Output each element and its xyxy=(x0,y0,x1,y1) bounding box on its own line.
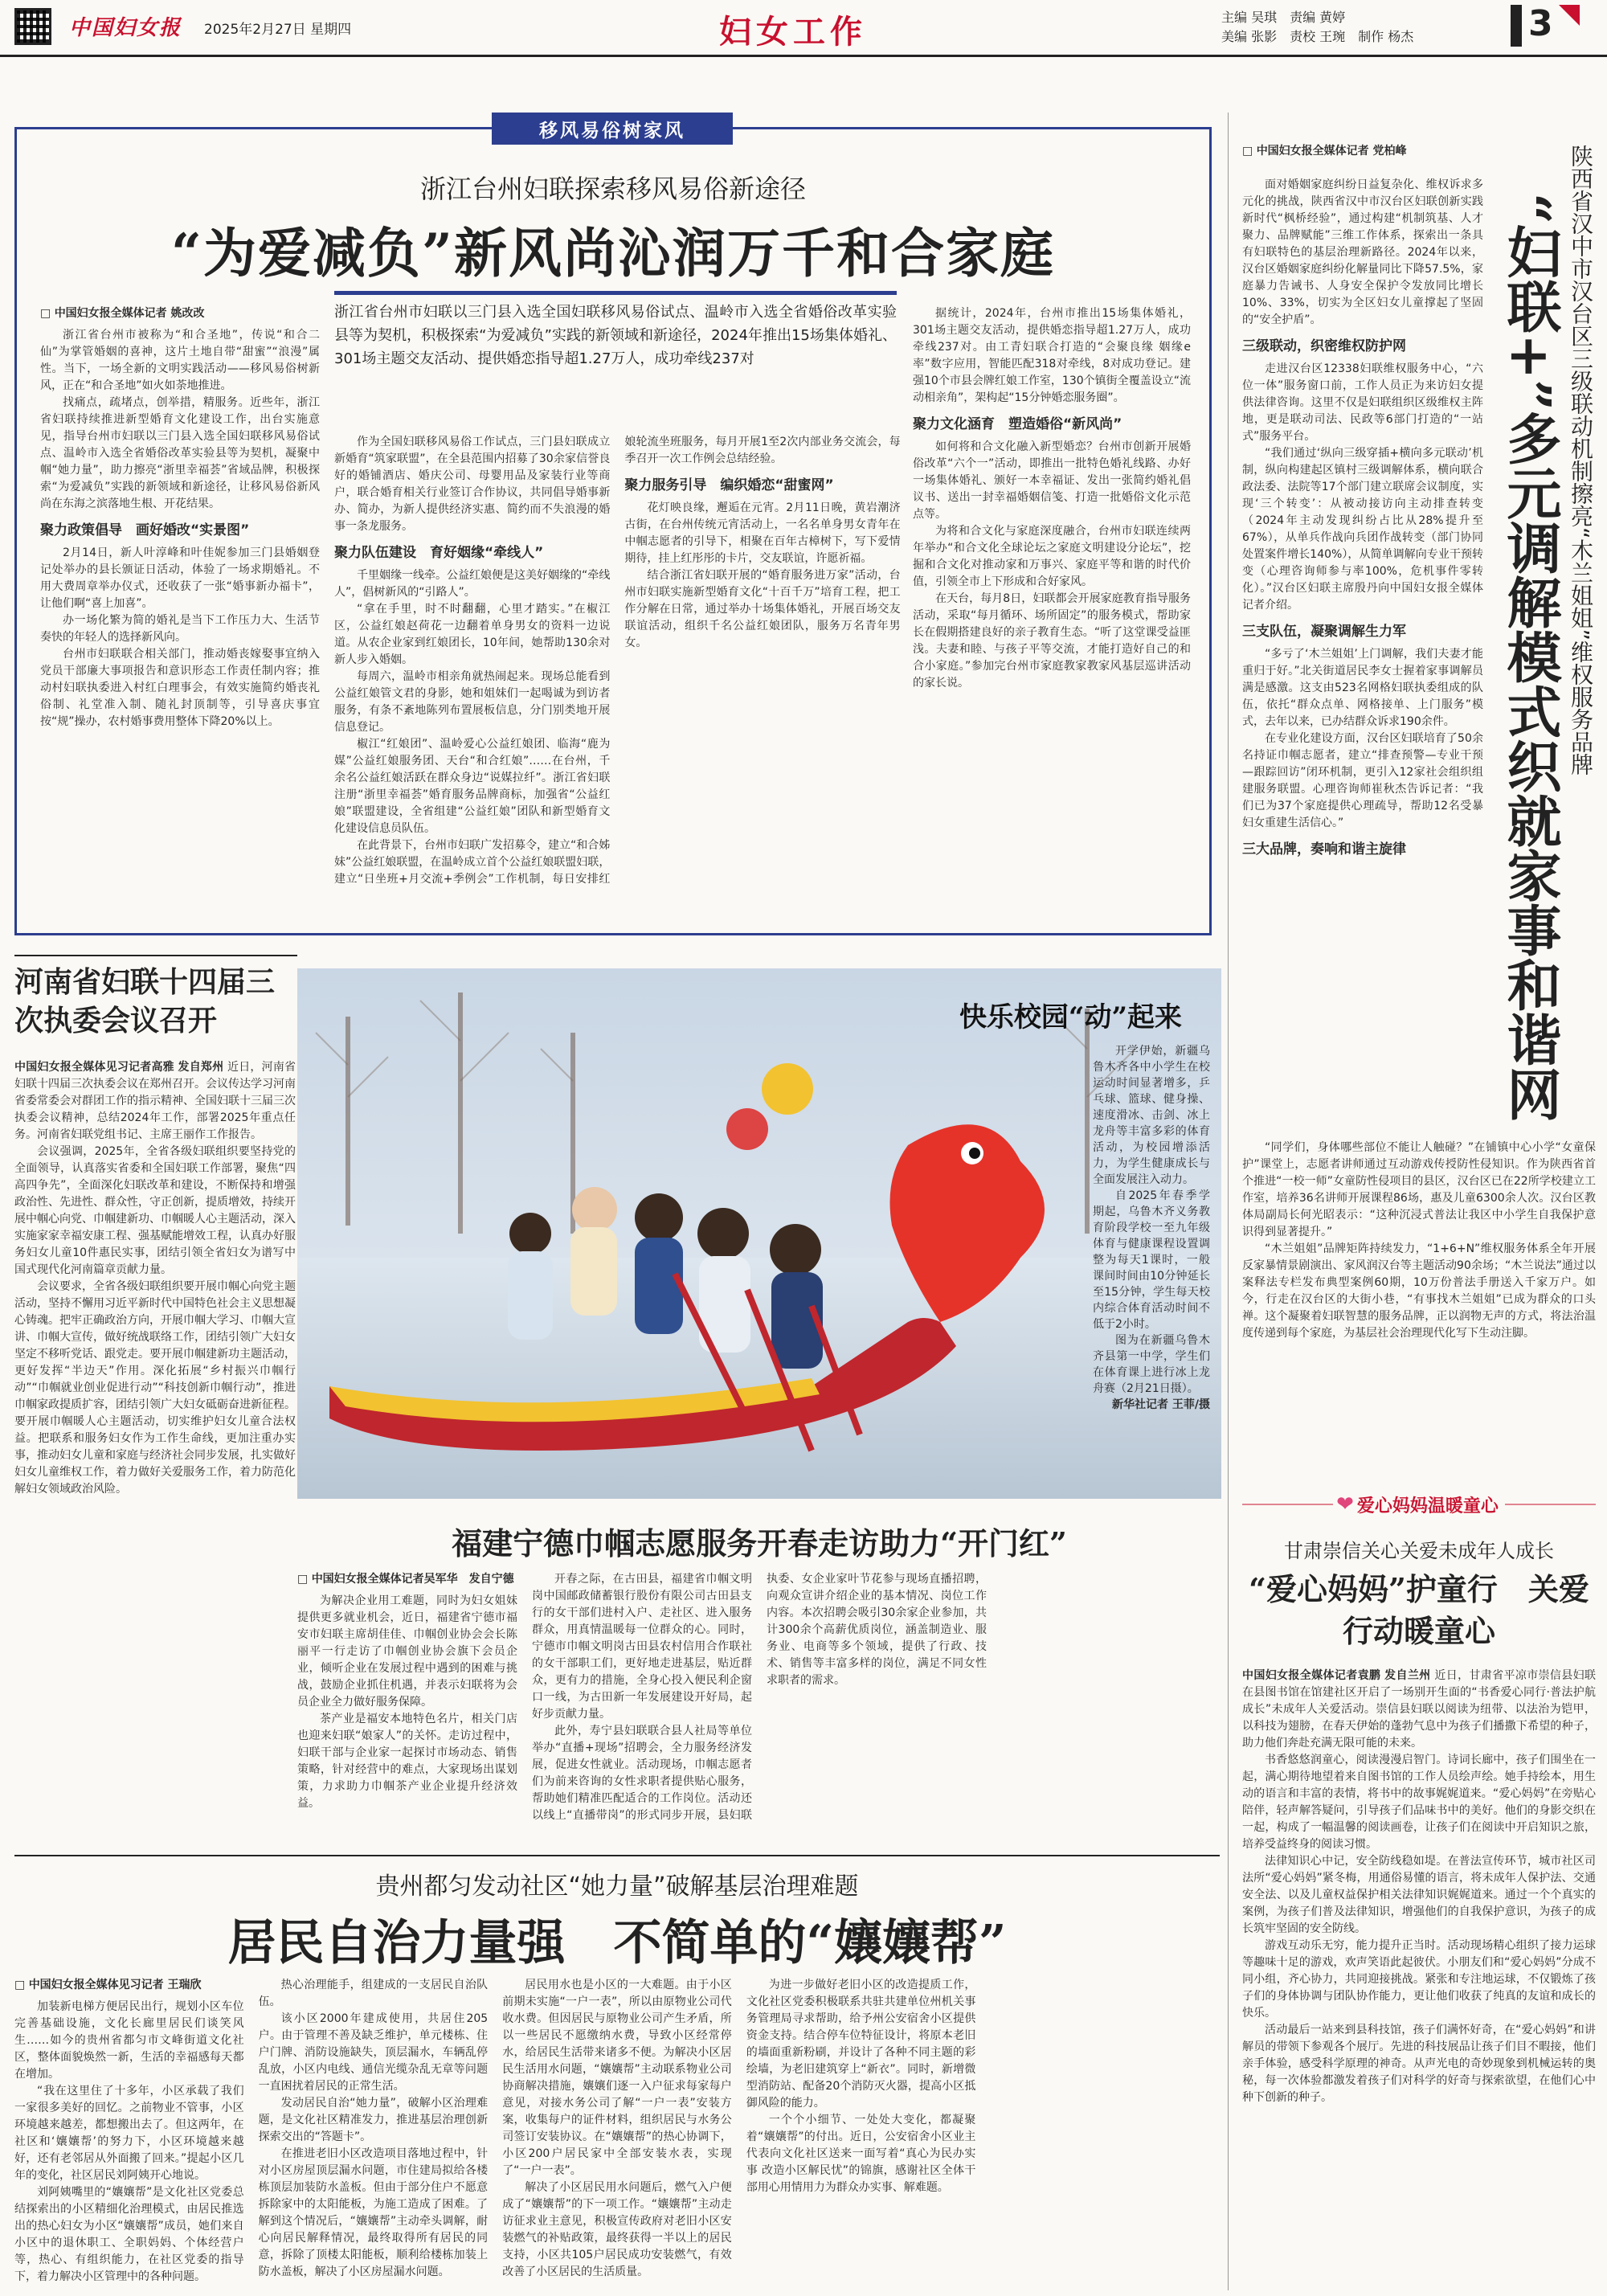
editor-line-2: 美编 张影 责校 王琬 制作 杨杰 xyxy=(1221,29,1414,44)
story6-byline-line xyxy=(1242,1668,1596,1752)
story1-p14: 据统计，2024年，台州市推出15场集体婚礼，301场主题交友活动，提供婚恋指导超1.27万人，成功牵线237对。由工青妇联合打造的“会聚良缘 姻缘e率”数字应用，智能匹配318对牵线，8对成功登记。建强10个市县会牌红娘工作室，130个镇街全覆盖设立“流动相亲角”，架构起“15分钟婚恋服务圈”。 xyxy=(913,307,1191,404)
story4-p1: 为解决企业用工难题，同时为妇女姐妹提供更多就业机会，近日，福建省宁德市福安市妇联主席胡佳佳、巾帼创业协会会长陈丽平一行走访了巾帼创业协会旗下会员企业，倾听企业在发展过程中遇到的困难与挑战，鼓励企业抓住机遇，并表示妇联将为会员企业全力做好服务保障。 xyxy=(297,1594,517,1709)
story5-p9: 解决了小区居民用水问题后，燃气入户便成了“孃孃帮”的下一项工作。“孃孃帮”主动走访征求业主意见，积极宣传政府对老旧小区安装燃气的补贴政策，最终获得一半以上的居民支持，小区共105户居民成功安装燃气，有效改善了小区居民的生活质量。 xyxy=(502,2181,732,2278)
page-number: 3 xyxy=(1528,3,1553,44)
story4-headline: 福建宁德巾帼志愿服务开春走访助力“开门红” xyxy=(452,1525,1067,1561)
story4-p3: 开春之际，在古田县，福建省巾帼文明岗中国邮政储蓄银行股份有限公司古田县支行的女干部们进村入户、走社区、进入服务群众，用真情温暖每一位群众的心。同时，宁德市巾帼文明岗古田县农村信用合作联社的女干部职工们，更好地走进基层，贴近群众，更有力的措施，全身心投入便民利企窗口一线，为古田新一年发展建设开好局，起好步贡献力量。 xyxy=(532,1573,752,1721)
story3-dateline: 发自郑州 xyxy=(178,1061,224,1074)
story1-p9: 每周六，温岭市相亲角就热闹起来。现场总能看到公益红娘管文君的身影，她和姐妹们一起喝诚为到访者服务，有条不紊地陈列布置展板信息，分门别类地开展信息登记。 xyxy=(334,670,611,734)
story3-top-rule xyxy=(14,955,297,956)
story1-sub4: 聚力文化涵育 塑造婚俗“新风尚” xyxy=(913,416,1122,432)
photo-headline: 快乐校园“动”起来 xyxy=(959,1001,1183,1033)
story-tag-label: 移风易俗树家风 xyxy=(539,120,685,141)
story5-kicker: 贵州都匀发动社区“她力量”破解基层治理难题 xyxy=(375,1872,859,1901)
story2-title-main: “妇联+”多元调解模式织就家事和谐网 xyxy=(1498,193,1562,1122)
photo-caption xyxy=(1093,1043,1210,1493)
photo-p3: 图为在新疆乌鲁木齐县第一中学，学生们在体育课上进行冰上龙舟赛（2月21日摄）。 xyxy=(1093,1334,1210,1395)
story1-kicker: 浙江台州妇联探索移风易俗新途径 xyxy=(419,174,806,204)
story2-p2: 走进汉台区12338妇联维权服务中心，“六位一体”服务窗口前，工作人员正为来访妇女提供法律咨询。这里不仅是妇联组织区级维权主阵地，更是联动司法、民政等6部门打造的“一站式”服务平台。 xyxy=(1242,362,1483,443)
story1-col-a xyxy=(40,305,320,932)
story1-p16: 为将和合文化与家庭深度融合，台州市妇联连续两年举办“和合文化全球论坛之家庭文明建设分论坛”，挖掘和合文化对推动家和万事兴、家庭平等和谐的时代价值，引领全市上下形成和合好家风。 xyxy=(913,525,1191,588)
story4-text xyxy=(297,1571,1221,1836)
story1-p2: 找痛点，疏堵点，创举措，精服务。近些年，浙江省妇联持续推进新型婚育文化建设工作，出台实施意见，指导台州市妇联以三门县入选全国妇联移风易俗试点、温岭市入选全省婚俗改革实验县等为契机，凝聚中帼“她力量”，助力擦亮“浙里幸福荟”省域品牌，积极探索“为爱减负”实践的新领域和新途径，让移风易俗新风尚在东海之滨落地生根、开花结果。 xyxy=(40,396,320,510)
story1-sub1: 聚力政策倡导 画好婚改“实景图” xyxy=(40,522,250,538)
story3-p3: 会议要求，全省各级妇联组织要开展巾帼心向党主题活动，坚持不懈用习近平新时代中国特色社会主义思想凝心铸魂。把牢正确政治方向，开展巾帼大学习、巾帼大宣讲、巾帼大宣传，做好统战联络工作，团结引领广大妇女坚定不移听党话、跟党走。要开展巾帼建新功主题活动，更好发挥“半边天”作用。深化拓展“乡村振兴巾帼行动”“巾帼就业创业促进行动”“科技创新巾帼行动”，推进巾帼家政提质扩容，团结引领广大妇女砥砺奋进新征程。要开展巾帼暖人心主题活动，切实维护妇女儿童合法权益。把联系和服务妇女作为工作生命线，更加注重办实事，推动妇女儿童和家庭与经济社会同步发展，扎实做好妇女儿童维权工作，着力做好关爱服务工作，着力防范化解妇女领域政治风险。 xyxy=(14,1280,296,1496)
story6-p1: 近日，甘肃省平凉市崇信县妇联在县图书馆在馆建社区开启了一场别开生面的“书香爱心同行·普法护航成长”未成年人关爱活动。崇信县妇联以阅读为纽带、以法治为铠甲，以科技为翅膀，在春天伊始的蓬勃气息中为孩子们播撒下希望的种子，助力他们奔赴充满无限可能的未来。 xyxy=(1242,1669,1596,1750)
story6-p4: 游戏互动乐无穷，能力提升正当时。活动现场精心组织了接力运球等趣味十足的游戏，欢声笑语此起彼伏。小朋友们和“爱心妈妈”分成不同小组，齐心协力，共同迎接挑战。紧张和专注地运球，不仅锻炼了孩子们的身体协调与团队协作能力，更让他们收获了纯真的友谊和成长的快乐。 xyxy=(1242,1939,1596,2020)
header-rule xyxy=(0,55,1607,57)
photo-dragon-boat-on-ice xyxy=(297,968,1221,1499)
story2-byline-row xyxy=(1242,143,1531,165)
story6-headline: “爱心妈妈”护童行 关爱行动暖童心 xyxy=(1249,1571,1589,1649)
story5-p10: 为进一步做好老旧小区的改造提质工作，文化社区党委积极联系共驻共建单位州机关事务管理局寻求帮助，给予州公安宿舍小区提供资金支持。结合停车位特征设计，将原本老旧的墙面重新粉刷，并设计了各种不同主题的彩绘墙，为老旧建筑穿上“新衣”。同时，新增微型消防站、配备20个消防灭火器，提高小区抵御风险的能力。 xyxy=(746,1979,976,2110)
story6-p3: 法律知识心中记，安全防线稳如堤。在普法宣传环节，城市社区司法所“爱心妈妈”紧冬梅，用通俗易懂的语言，将未成年人保护法、交通安全法、以及儿童权益保护相关法律知识娓娓道来。通过一个个真实的案例，为孩子们普及法律知识，增强他们的自我保护意识，为孩子的成长筑牢坚固的安全防线。 xyxy=(1242,1855,1596,1935)
story1-p5: 台州市妇联联合相关部门，推动婚丧嫁娶事宜纳入党员干部廉大事项报告和意识形态工作责任制内容；推动村妇联执委进入村红白理事会，有效实施简约婚丧礼俗制、礼堂准入制、随礼封顶制等，引导喜庆事宜按“规”操办，农村婚事费用整体下降20%以上。 xyxy=(40,648,320,728)
masthead xyxy=(0,0,1607,55)
story5-p6: 发动居民自治“她力量”，破解小区治理难题，是文化社区精准发力，推进基层治理创新探索交出的“答题卡”。 xyxy=(258,2097,489,2143)
story1-p1: 浙江省台州市被称为“和合圣地”，传说“和合二仙”为掌管婚姻的喜神，这片土地自带“甜蜜”“浪漫”属性。当下，一场全新的文明实践活动——移风易俗树新风，正在“和合圣地”如火如荼地推进。 xyxy=(40,329,320,392)
story2-sub2: 三支队伍，凝聚调解生力军 xyxy=(1242,624,1406,640)
editor-line-1: 主编 吴琪 责编 黄婷 xyxy=(1221,10,1346,25)
story3-byline-line xyxy=(14,1059,296,1144)
story-tag xyxy=(492,113,733,145)
story4-p2: 茶产业是福安本地特色名片，相关门店也迎来妇联“娘家人”的关怀。走访过程中，妇联干部与企业家一起探讨市场动态、销售策略，针对经营中的难点，大家现场出谋划策，力求助力巾帼茶产业企业提升经济效益。 xyxy=(297,1713,517,1810)
story2-sub1: 三级联动，织密维权防护网 xyxy=(1242,338,1406,354)
story5-p7: 在推进老旧小区改造项目落地过程中，针对小区房屋顶层漏水问题，市住建局拟给各楼栋顶层加装防水盖板。但由于部分住户不愿意拆除家中的太阳能板，为施工造成了困难。了解到这个情况后，“孃孃帮”主动牵头调解，耐心向居民解释情况，最终取得所有居民的同意，拆除了顶楼太阳能板，顺利给楼栋加装上防水盖板，解决了小区房屋漏水问题。 xyxy=(258,2147,489,2278)
qr-code-icon xyxy=(14,8,51,45)
story6-kicker: 甘肃崇信关心关爱未成年人成长 xyxy=(1284,1540,1554,1562)
story5-p5: 该小区2000年建成使用，共居住205户。由于管理不善及缺乏维护，单元楼栋、住户门牌、消防设施缺失，顶层漏水，车辆乱停乱放，小区内电线、通信光缆杂乱无章等问题一直困扰着居民的正常生活。 xyxy=(258,2012,489,2093)
photo-p1: 开学伊始，新疆乌鲁木齐各中小学生在校运动时间显著增多，乒乓球、篮球、健身操、速度滑冰、击剑、冰上龙舟等丰富多彩的体育活动，为校园增添活力，为学生健康成长与全面发展注入动力。 xyxy=(1093,1045,1210,1186)
story2-sub3: 三大品牌，奏响和谐主旋律 xyxy=(1242,841,1406,857)
story6-banner-label: 爱心妈妈温暖童心 xyxy=(1357,1492,1505,1517)
story6-text xyxy=(1242,1668,1596,2286)
story5-p11: 一个个小细节、一处处大变化，都凝聚着“孃孃帮”的付出。近日，公安宿舍小区业主代表向文化社区送来一面写着“真心为民办实事 改造小区解民忧”的锦旗，感谢社区全体干部用心用情用力为群众办实事、解难题。 xyxy=(746,2114,976,2194)
story6-dateline: 发自兰州 xyxy=(1384,1669,1431,1682)
story1-sub2: 聚力队伍建设 育好姻缘“牵线人” xyxy=(334,545,544,561)
issue-date: 2025年2月27日 星期四 xyxy=(204,22,352,38)
heart-icon: ❤ xyxy=(1333,1492,1357,1516)
story2-text-wide xyxy=(1242,1140,1596,1477)
story4-p4: 此外，寿宁县妇联联合县人社局等单位举办“直播+现场”招聘会，全力服务经济发展，促进女性就业。活动现场，巾帼志愿者们为前来咨询的女性求职者提供贴心服务，帮助她们精准匹配适合的工作岗位。活动还以线上“直播带岗”的形式同步开展，县妇联执委、女企业家叶节花参与现场直播招聘，向观众宣讲介绍企业的基本情况、岗位工作内容。本次招聘会吸引30余家企业参加，共计300余个高薪优质岗位，涵盖制造业、服务业、电商等多个领域，提供了行政、技术、销售等丰富多样的岗位，满足不同女性求职者的需求。 xyxy=(532,1573,987,1822)
story5-p8: 居民用水也是小区的一大难题。由于小区前期未实施“一户一表”，所以由原物业公司代收水费。但因居民与原物业公司产生矛盾，所以一些居民不愿缴纳水费，导致小区经常停水，给居民生活带来诸多不便。为解决小区居民生活用水问题，“孃孃帮”主动联系物业公司协商解决措施，孃孃们逐一入户征求每家每户意见，对接水务公司了解“一户一表”安装方案，收集每户的证件材料，组织居民与水务公司签订安装协议。在“孃孃帮”的热心协调下，小区200户居民家中全部安装水表，实现了“一户一表”。 xyxy=(502,1979,732,2177)
divider-right-column xyxy=(1228,113,1229,2290)
story1-p17: 在天台，每月8日，妇联都会开展家庭教育指导服务活动，采取“每月循环、场所固定”的服务模式，帮助家长在假期搭建良好的亲子教育生态。“听了这堂课受益匪浅。夫妻和睦、与孩子平等交流，才能打造好自己的和合小家庭。”参加完台州市家庭教家教家风基层巡讲活动的家长说。 xyxy=(913,592,1191,690)
photo-credit: 新华社记者 王菲/摄 xyxy=(1112,1398,1210,1411)
story2-p3: “我们通过‘纵向三级穿插+横向多元联动’机制，纵向构建起区镇村三级调解体系，横向联合政法委、法院等17个部门建立联席会议制度，实现‘三个转变’：从被动接访向主动排查转变（2024年主动发现纠纷占比从28%提升至67%），从单兵作战向兵团作战转变（部门协同处置案件增长140%），从简单调解向专业干预转变（心理咨询师参与率100%，危机事件零转化）。”汉台区妇联主席殷丹向中国妇女报全媒体记者介绍。 xyxy=(1242,447,1483,612)
story3-p2: 会议强调，2025年，全省各级妇联组织要坚持党的全面领导，认真落实省委和全国妇联工作部署，聚焦“四高四争先”，全面深化妇联改革和建设，不断保持和增强政治性、先进性、群众性，守正创新，提质增效，持续开展中帼心向党、巾帼建新功、巾帼暖人心主题活动，深入实施家家幸福安康工程、强基赋能增效工程，认真办好服务妇女儿童10件惠民实事，团结引领全省妇女为谱写中国式现代化河南篇章贡献力量。 xyxy=(14,1145,296,1276)
story1-lead: 浙江省台州市妇联以三门县入选全国妇联移风易俗试点、温岭市入选全省婚俗改革实验县等为契机，积极探索“为爱减负”实践的新领域和新途径，2024年推出15场集体婚礼、301场主题交友活动、提供婚恋指导超1.27万人，成功牵线237对 xyxy=(334,304,897,367)
story1-p8: “拿在手里，时不时翻翻，心里才踏实。”在椒江区，公益红娘赵荷花一边翻着单身男女的资料一边说道。从农企业家到红娘团长，10年间，她帮助130余对新人步入婚姻。 xyxy=(334,603,611,666)
story6-banner xyxy=(1242,1488,1596,1520)
story6-byline: 中国妇女报全媒体记者袁鹏 xyxy=(1242,1669,1381,1682)
page-number-badge xyxy=(1511,5,1602,47)
story1-p4: 办一场化繁为简的婚礼是当下工作压力大、生活节奏快的年轻人的选择新风向。 xyxy=(40,614,320,644)
story2-p6: “同学们，身体哪些部位不能让人触碰？”在铺镇中心小学“女童保护”课堂上，志愿者讲师通过互动游戏传授防性侵知识。作为陕西省首个推进“一校一师”女童防性侵项目的县区，汉台区已在22所学校建立工作室，培养36名讲师开展课程86场，惠及儿童6300余人次。汉台区教体局副局长何光昭表示：“这种沉浸式普法让我区中小学生自我保护意识得到显著提升。” xyxy=(1242,1141,1596,1238)
story5-byline: □ 中国妇女报全媒体见习记者 王瑞欣 xyxy=(14,1977,244,1994)
story5-p1: 加装新电梯方便居民出行，规划小区车位完善基础设施，文化长廊里居民们谈笑风生……如今的贵州省都匀市文峰街道文化社区，整体面貌焕然一新，生活的幸福感每天都在增加。 xyxy=(14,2000,244,2081)
story6-p2: 书香悠悠润童心，阅读漫漫启智门。诗词长廊中，孩子们围坐在一起，满心期待地望着来自图书馆的工作人员绘声绘。她手持绘本，用生动的语言和丰富的表情，将书中的故事娓娓道来。“爱心妈妈”在旁贴心陪伴，轻声解答疑问，引导孩子们品味书中的美好。他们的身影交织在一起，构成了一幅温馨的阅读画卷，让孩子们在阅读中开启知识之旅，培养受益终身的阅读习惯。 xyxy=(1242,1754,1596,1851)
story5-p3: 刘阿姨嘴里的“孃孃帮”是文化社区党委总结探索出的小区精细化治理模式，由居民推选出的热心妇女为小区“孃孃帮”成员，她们来自小区中的退休职工、全职妈妈、个体经营户等，热心、有组织能力，在社区党委的指导下，着力解决小区管理中的各种问题。 xyxy=(14,2186,244,2283)
story1-p13: 结合浙江省妇联开展的“婚育服务进万家”活动，台州市妇联实施新型婚育文化“十百千万”培育工程，把工作分解在日常，通过举办十场集体婚礼，开展百场交友联谊活动，组织千名公益红娘团队，服务万名青年男女。 xyxy=(624,569,901,649)
story6-p5: 活动最后一站来到县科技馆，孩子们满怀好奇，在“爱心妈妈”和讲解员的带领下参观各个展厅。先进的科技展品让孩子们目不暇接，他们亲手体验，感受科学原理的神奇。从声光电的奇妙现象到机械运转的奥秘，每一次体验都激发着孩子们对科学的好奇与探索欲望，在他们心中种下创新的种子。 xyxy=(1242,2024,1596,2104)
section-title: 妇女工作 xyxy=(719,13,867,51)
story1-byline: □ 中国妇女报全媒体记者 姚改改 xyxy=(40,305,320,322)
story5-headline: 居民自治力量强 不简单的“孃孃帮” xyxy=(227,1915,1007,1971)
story2-p4: “多亏了‘木兰姐姐’上门调解，我们夫妻才能重归于好。”北关街道居民李女士握着家事调解员满是感激。这支由523名网格妇联执委组成的队伍，依托“群众点单、网格接单、上门服务”模式，去年以来，已办结群众诉求190余件。 xyxy=(1242,648,1483,728)
photo-p2: 自2025年春季学期起，乌鲁木齐义务教育阶段学校一至九年级体育与健康课程设置调整为每天1课时，一般课间时间由10分钟延长至15分钟，学生每天校内综合体育活动时间不低于2小时。 xyxy=(1093,1189,1210,1331)
story2-p1: 面对婚姻家庭纠纷日益复杂化、维权诉求多元化的挑战，陕西省汉中市汉台区妇联创新实践新时代“枫桥经验”，通过构建“机制筑基、人才聚力、品牌赋能”三维工作体系，探索出一条具有妇联特色的基层治理新路径。2024年以来，汉台区婚姻家庭纠纷化解量同比下降57.5%，家庭暴力告诫书、人身安全保护令发放同比增长10%、33%，切实为全区妇女儿童撑起了坚固的“安全护盾”。 xyxy=(1242,178,1483,326)
newspaper-logo: 中国妇女报 xyxy=(69,16,182,40)
story2-p5: 在专业化建设方面，汉台区妇联培育了50余名持证巾帼志愿者，建立“排查预警—专业干预—跟踪回访”闭环机制，更引入12家社会组织组建服务联盟。心理咨询师崔秋杰告诉记者：“我们已为37个家庭提供心理疏导，帮助12名受暴妇女重建生活信心。” xyxy=(1242,732,1483,829)
story3-p1: 近日，河南省妇联十四届三次执委会议在郑州召开。会议传达学习河南省委常委会对群团工作的指示精神、全国妇联十三届三次执委会议精神，总结2024年工作，部署2025年重点任务。河南省妇联党组书记、主席王丽作工作报告。 xyxy=(14,1061,296,1141)
photo-frame xyxy=(297,968,1221,1499)
story2-p7: “木兰姐姐”品牌矩阵持续发力，“1+6+N”维权服务体系全年开展反家暴情景剧演出、家风润汉台等主题活动90余场；“木兰说法”通过以案释法专栏发布典型案例60期，10万份普法手册送入千家万户。如今，行走在汉台区的大街小巷，“有事找木兰姐姐”已成为群众的口头禅。这个凝聚着妇联智慧的服务品牌，正以润物无声的方式，将法治温度传递到每个家庭，为基层社会治理现代化写下生动注脚。 xyxy=(1242,1242,1596,1340)
story4-byline: □ 中国妇女报全媒体记者吴军华 发自宁德 xyxy=(297,1571,517,1588)
story5-text xyxy=(14,1977,1220,2290)
story2-title-sub: 陕西省汉中市汉台区三级联动机制擦亮“木兰姐姐”维权服务品牌 xyxy=(1568,145,1594,776)
story1-p10: 椒江“红娘团”、温岭爱心公益红娘团、临海“鹿为媒”公益红娘服务团、天台“和合红娘”……在台州，千余名公益红娘活跃在群众身边“说媒拉纤”。浙江省妇联注册“浙里幸福荟”婚育服务品牌商标，加强省“公益红娘”联盟建设，全省组建“公益红娘”团队和新型婚育文化建设信息员队伍。 xyxy=(334,738,611,835)
story1-p15: 如何将和合文化融入新型婚恋？台州市创新开展婚俗改革“六个一”活动，即推出一批特色婚礼线路、办好一场集体婚礼、颁好一本幸福证、发出一张简约婚礼倡议书、送出一封幸福婚姻信笺、打造一批婚俗文化示范点等。 xyxy=(913,440,1191,521)
story1-p12: 花灯映良缘，邂逅在元宵。2月11日晚，黄岩潮济古街，在台州传统元宵活动上，一名名单身男女青年在中帼志愿者的引导下，相聚在百年古樟树下，写下爱情期待，挂上红彤彤的卡片，交友联谊，许愿祈福。 xyxy=(624,501,901,565)
story5-top-rule xyxy=(14,1855,1220,1856)
story1-lead-box xyxy=(334,291,897,420)
story2-byline: □ 中国妇女报全媒体记者 党柏峰 xyxy=(1242,143,1531,160)
story1-sub3: 聚力服务引导 编织婚恋“甜蜜网” xyxy=(624,477,834,493)
story3-headline: 河南省妇联十四届三次执委会议召开 xyxy=(14,965,276,1037)
story1-col-c xyxy=(913,305,1191,932)
editor-credits xyxy=(1221,8,1413,47)
story1-p6: 作为全国妇联移风易俗工作试点，三门县妇联成立新婚育“筑家联盟”，在全县范围内招募了30余家信誉良好的婚铺酒店、婚庆公司、母婴用品及家装行业等商户，联合婚育相关行业签订合作协议，共同倡导婚事新办、简办，为新人提供经济实惠、简约而不失浪漫的婚事一条龙服务。 xyxy=(334,436,611,533)
story1-p11: 在此背景下，台州市妇联广发招募令，建立“和合姊妹”公益红娘联盟，在温岭成立首个公益红娘联盟妇联，建立“日坐班+月交流+季例会”工作机制，每日安排红娘轮流坐班服务，每月开展1至2次内部业务交流会，每季召开一次工作例会总结经验。 xyxy=(334,436,901,886)
story1-p7: 千里姻缘一线牵。公益红娘便是这美好姻缘的“牵线人”，倡树新风的“引路人”。 xyxy=(334,569,611,599)
story5-p2: “我在这里住了十多年，小区承载了我们一家很多美好的回忆。之前物业不管事，小区环境越来越差，都想搬出去了。但这两年，在社区和‘孃孃帮’的努力下，小区环境越来越好，还有老邻居从外面搬了回来。”提起小区几年的变化，社区居民刘阿姨开心地说。 xyxy=(14,2085,244,2182)
story1-p3: 2月14日，新人叶淳峰和叶佳妮参加三门县婚姻登记处举办的县长颁证日活动，体验了一场求期婚礼。不用大费周章举办仪式，还收获了一张“婚事新办福卡”，让他们啊“喜上加喜”。 xyxy=(40,546,320,610)
story5-p4: 热心治理能手，组建成的一支居民自治队伍。 xyxy=(258,1979,489,2008)
story1-headline: “为爱减负”新风尚沁润万千和合家庭 xyxy=(171,222,1055,284)
story3-byline: 中国妇女报全媒体见习记者高雅 xyxy=(14,1061,174,1074)
